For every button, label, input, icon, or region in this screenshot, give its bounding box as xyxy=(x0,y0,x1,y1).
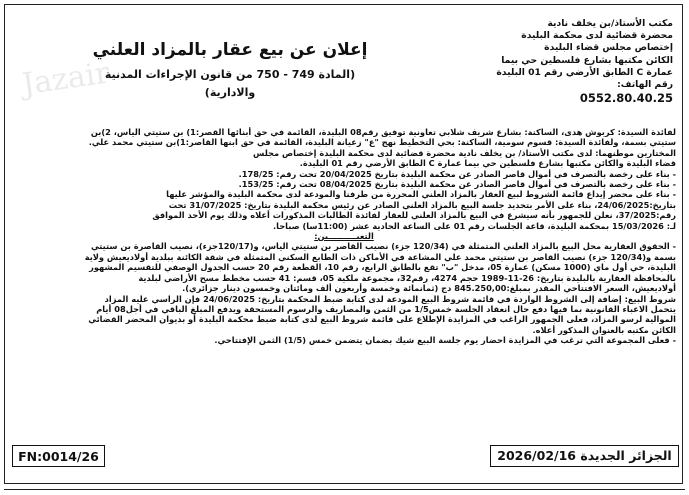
body-line: - بناء على محضر إيداع قائمة الشروط لبيع العقار بالمزاد العلني المحررة من طرفنا والمودعة لدى محكمة البليدة والمؤشر عليها xyxy=(166,189,676,200)
body-line: ستيتي بسمة، ولفائدة السيدة: قسوم سومية، الساكنة: بحي التخطيط نهج "ع" زعيانة البليدة، القائمة في حق ابنها القاصر:1)بن ستيتي محمد علي. xyxy=(88,137,676,148)
body-line: البليدة، حي أول ماي (1000 مسكن) عمارة 05، مدخل "ب" تقع بالطابق الرابع، رقم 10، القطعة رقم 20 حسب الجدول الوصفي للتقسيم المشهور xyxy=(89,262,676,273)
body-line: بالمحافظة العقارية بالبليدة بتاريخ: 26-11-1989 حجم 4274، رقم32، مجموعة ملكية 05، قسم: 41 حسب مخطط مسح الأراضي لبلدية xyxy=(138,272,676,283)
body-line: المختارين موطنهما: لدى مكتب الأستاذ/ بن يخلف نادية محضرة قضائية لدى محكمة البليدة إختصاص مجلس xyxy=(253,147,676,158)
newspaper-date: الجزائر الجديدة 2026/02/16 xyxy=(490,445,679,467)
title-block xyxy=(80,38,380,102)
body-line: يتحمل الاعباء القانونية بما فيها دفع حال انعقاد الجلسة خمس1/5 من الثمن والمصاريف والرسوم المستحقة ويدفع المبلغ الباقي في أجل08 أيام xyxy=(96,303,676,314)
body-line: بسمة و(120/34 جزء) نصيب القاصر بن ستيتي محمد علي المشاعة في الأماكن ذات الطابع السكني المتمثلة في شقة الكائنة ببلدية أولاديعيش ولاية xyxy=(84,251,676,262)
body-line: الكائن مكتبه بالعنوان المذكور أعلاه. xyxy=(532,324,676,335)
header-line: مكتب الأستاذ/بن يخلف نادية xyxy=(547,18,673,29)
header-line: إختصاص مجلس قضاء البليدة xyxy=(544,42,673,54)
body-line: - بناء على رخصة بالتصرف في أموال قاصر الصادر عن محكمة البليدة بتاريخ 20/04/2025 تحت رقم: 178/25. xyxy=(238,168,676,179)
file-number: FN:0014/26 xyxy=(12,445,105,467)
header-line: محضرة قضائية لدى محكمة البليدة xyxy=(521,30,673,42)
announcement-title: إعلان عن بيع عقار بالمزاد العلني xyxy=(92,40,368,60)
body-line: أولاديعيش، السعر الافتتاحي المقدر بمبلغ:845.250,00 دج (ثمانمائة وخمسة وأربعون ألف ومائتان وخمسون دينار جزائري). xyxy=(182,283,676,294)
announcement-subtitle: (المادة 749 - 750 من قانون الإجراءات المدنية والادارية) xyxy=(104,68,356,99)
announcement-body xyxy=(12,127,676,346)
header-line: عمارة C الطابق الأرضي رقم 01 البليدة xyxy=(496,66,673,78)
bailiff-office-header xyxy=(443,18,673,105)
body-line: - الحقوق العقارية محل البيع بالمزاد العلني المتمثلة في (120/34 جزء) نصيب القاصر بن ستيتي الياس، و(120/17جزء)، نصيب القاصرة بن ستيتي xyxy=(90,241,676,252)
body-line: رقم:37/2025، نعلن للجمهور بأنه سيشرع في البيع بالمزاد العلني للعقار لفائدة الطالبات المذكورات أعلاه وذلك يوم الأحد الموافق xyxy=(152,210,676,221)
svg-text:Jazair: Jazair xyxy=(19,55,112,103)
header-line: رقم الهاتف: xyxy=(617,79,673,91)
footer xyxy=(10,445,679,469)
divider xyxy=(4,489,685,490)
body-line: لـ: 15/03/2026 بمحكمة البليدة، قاعة الجلسات رقم 01 على الساعة الحادية عشر (11:00سا) صباحا. xyxy=(272,220,676,231)
body-line: قضاء البليدة والكائن مكتبها بشارع فلسطين حي بيما عمارة C الطابق الأرضي رقم 01 البليدة. xyxy=(299,158,676,169)
header-line: الكائن مكتبها بشارع فلسطين حي بيما xyxy=(501,54,673,66)
body-line: بتاريخ:24/06/2025، بناء على الأمر بتحديد جلسة البيع بالمزاد العلني الصادر عن رئيس محكمة البليدة بتاريخ: 31/07/2025 تحت xyxy=(168,199,676,210)
body-line: - فعلى المجموعة التي ترغب في المزايدة احضار يوم جلسة البيع شيك بضمان يتضمن خمس (1/5) الثمن الإفتتاحي. xyxy=(214,335,676,346)
section-heading: التعيــــــــــين: xyxy=(314,231,374,242)
phone-number: 0552.80.40.25 xyxy=(579,91,673,106)
body-line: شروط البيع: إضافة إلى الشروط الواردة في قائمة شروط البيع المودعة لدى كتابة ضبط المحكمة بتاريخ: 24/06/2025 فإن الراسي عليه المزاد xyxy=(104,293,676,304)
body-line: الموالية لرسو المزاد، فعلى الجمهور الراغب في المزايدة الإطلاع على قائمة شروط البيع لدى كتابة ضبط محكمة البليدة أو بديوان المحضر القضائي xyxy=(88,314,676,325)
body-line: لفائدة السيدة: كربوش هدى، الساكنة: بشارع شريف شلابي تعاونية توفيق رقم08 البليدة، القائمة في حق أبنائها القصر:1) بن ستيتي الياس، 2)بن xyxy=(90,127,676,137)
body-line: - بناء على رخصة بالتصرف في أموال قاصر الصادر عن محكمة البليدة بتاريخ 08/04/2025 تحت رقم: 153/25. xyxy=(238,179,676,190)
